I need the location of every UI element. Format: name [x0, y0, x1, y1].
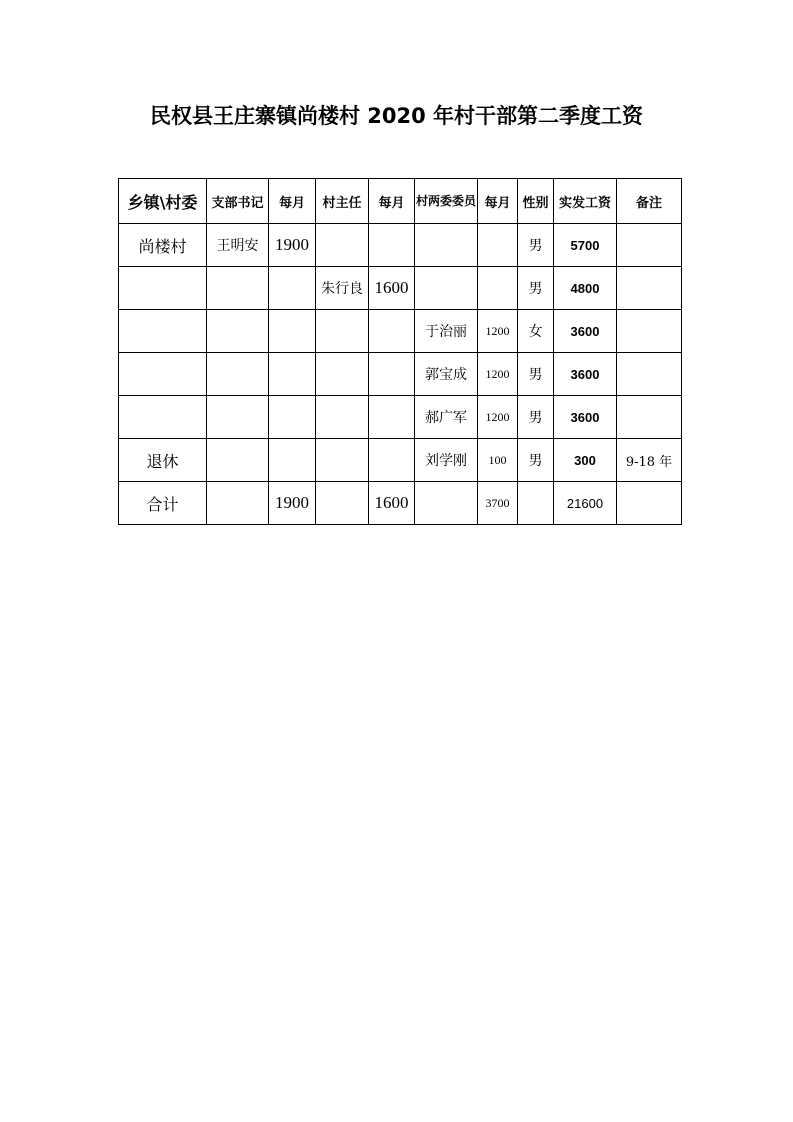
cell-director	[316, 396, 369, 439]
cell-director-monthly	[369, 439, 415, 482]
cell-total-secretary-monthly: 1900	[269, 482, 316, 525]
salary-table	[118, 178, 682, 525]
cell-member-monthly: 1200	[478, 396, 518, 439]
cell-note	[617, 310, 682, 353]
cell-secretary-monthly	[269, 267, 316, 310]
cell-total-secretary	[207, 482, 269, 525]
cell-total-director-monthly: 1600	[369, 482, 415, 525]
cell-gender: 男	[518, 224, 554, 267]
cell-total-member-monthly: 3700	[478, 482, 518, 525]
header-gender: 性别	[518, 179, 554, 224]
cell-village: 尚楼村	[119, 224, 207, 267]
cell-director-monthly	[369, 353, 415, 396]
cell-actual-wage: 300	[554, 439, 617, 482]
cell-gender: 女	[518, 310, 554, 353]
cell-director-monthly: 1600	[369, 267, 415, 310]
cell-secretary: 王明安	[207, 224, 269, 267]
cell-director	[316, 310, 369, 353]
document-title: 民权县王庄寨镇尚楼村 2020 年村干部第二季度工资	[149, 104, 644, 128]
cell-member	[415, 224, 478, 267]
cell-member: 于治丽	[415, 310, 478, 353]
cell-secretary-monthly	[269, 310, 316, 353]
table-row	[119, 310, 682, 353]
header-row	[119, 179, 682, 224]
cell-gender: 男	[518, 267, 554, 310]
table-row	[119, 353, 682, 396]
cell-member-monthly: 1200	[478, 310, 518, 353]
cell-actual-wage: 4800	[554, 267, 617, 310]
cell-total-director	[316, 482, 369, 525]
cell-total-member	[415, 482, 478, 525]
cell-director	[316, 224, 369, 267]
cell-note	[617, 267, 682, 310]
header-actual-wage: 实发工资	[554, 179, 617, 224]
cell-member-monthly: 1200	[478, 353, 518, 396]
total-row	[119, 482, 682, 525]
header-director: 村主任	[316, 179, 369, 224]
cell-village: 退休	[119, 439, 207, 482]
table-row	[119, 396, 682, 439]
cell-secretary	[207, 353, 269, 396]
header-member: 村两委委员	[415, 179, 478, 224]
cell-member: 郝广军	[415, 396, 478, 439]
cell-actual-wage: 3600	[554, 353, 617, 396]
cell-secretary	[207, 267, 269, 310]
cell-secretary-monthly	[269, 439, 316, 482]
cell-village	[119, 353, 207, 396]
cell-actual-wage: 5700	[554, 224, 617, 267]
cell-gender: 男	[518, 439, 554, 482]
header-note: 备注	[617, 179, 682, 224]
cell-director: 朱行良	[316, 267, 369, 310]
cell-member	[415, 267, 478, 310]
cell-secretary	[207, 310, 269, 353]
header-director-monthly: 每月	[369, 179, 415, 224]
cell-director-monthly	[369, 310, 415, 353]
cell-director-monthly	[369, 224, 415, 267]
cell-actual-wage: 3600	[554, 310, 617, 353]
cell-director	[316, 439, 369, 482]
header-secretary: 支部书记	[207, 179, 269, 224]
cell-village	[119, 310, 207, 353]
table-row	[119, 267, 682, 310]
cell-total-note	[617, 482, 682, 525]
header-member-monthly: 每月	[478, 179, 518, 224]
cell-note: 9-18 年	[617, 439, 682, 482]
cell-member-monthly: 100	[478, 439, 518, 482]
cell-secretary	[207, 439, 269, 482]
cell-member: 郭宝成	[415, 353, 478, 396]
cell-village	[119, 396, 207, 439]
cell-member: 刘学刚	[415, 439, 478, 482]
cell-total-label: 合计	[119, 482, 207, 525]
cell-member-monthly	[478, 224, 518, 267]
cell-total-gender	[518, 482, 554, 525]
cell-secretary-monthly	[269, 353, 316, 396]
table-row	[119, 224, 682, 267]
header-town-village: 乡镇\村委	[119, 179, 207, 224]
cell-gender: 男	[518, 396, 554, 439]
cell-member-monthly	[478, 267, 518, 310]
cell-actual-wage: 3600	[554, 396, 617, 439]
cell-secretary-monthly: 1900	[269, 224, 316, 267]
cell-gender: 男	[518, 353, 554, 396]
cell-director-monthly	[369, 396, 415, 439]
table-row	[119, 439, 682, 482]
cell-note	[617, 353, 682, 396]
cell-village	[119, 267, 207, 310]
cell-secretary-monthly	[269, 396, 316, 439]
cell-director	[316, 353, 369, 396]
cell-secretary	[207, 396, 269, 439]
cell-note	[617, 396, 682, 439]
cell-total-actual-wage: 21600	[554, 482, 617, 525]
cell-note	[617, 224, 682, 267]
header-secretary-monthly: 每月	[269, 179, 316, 224]
